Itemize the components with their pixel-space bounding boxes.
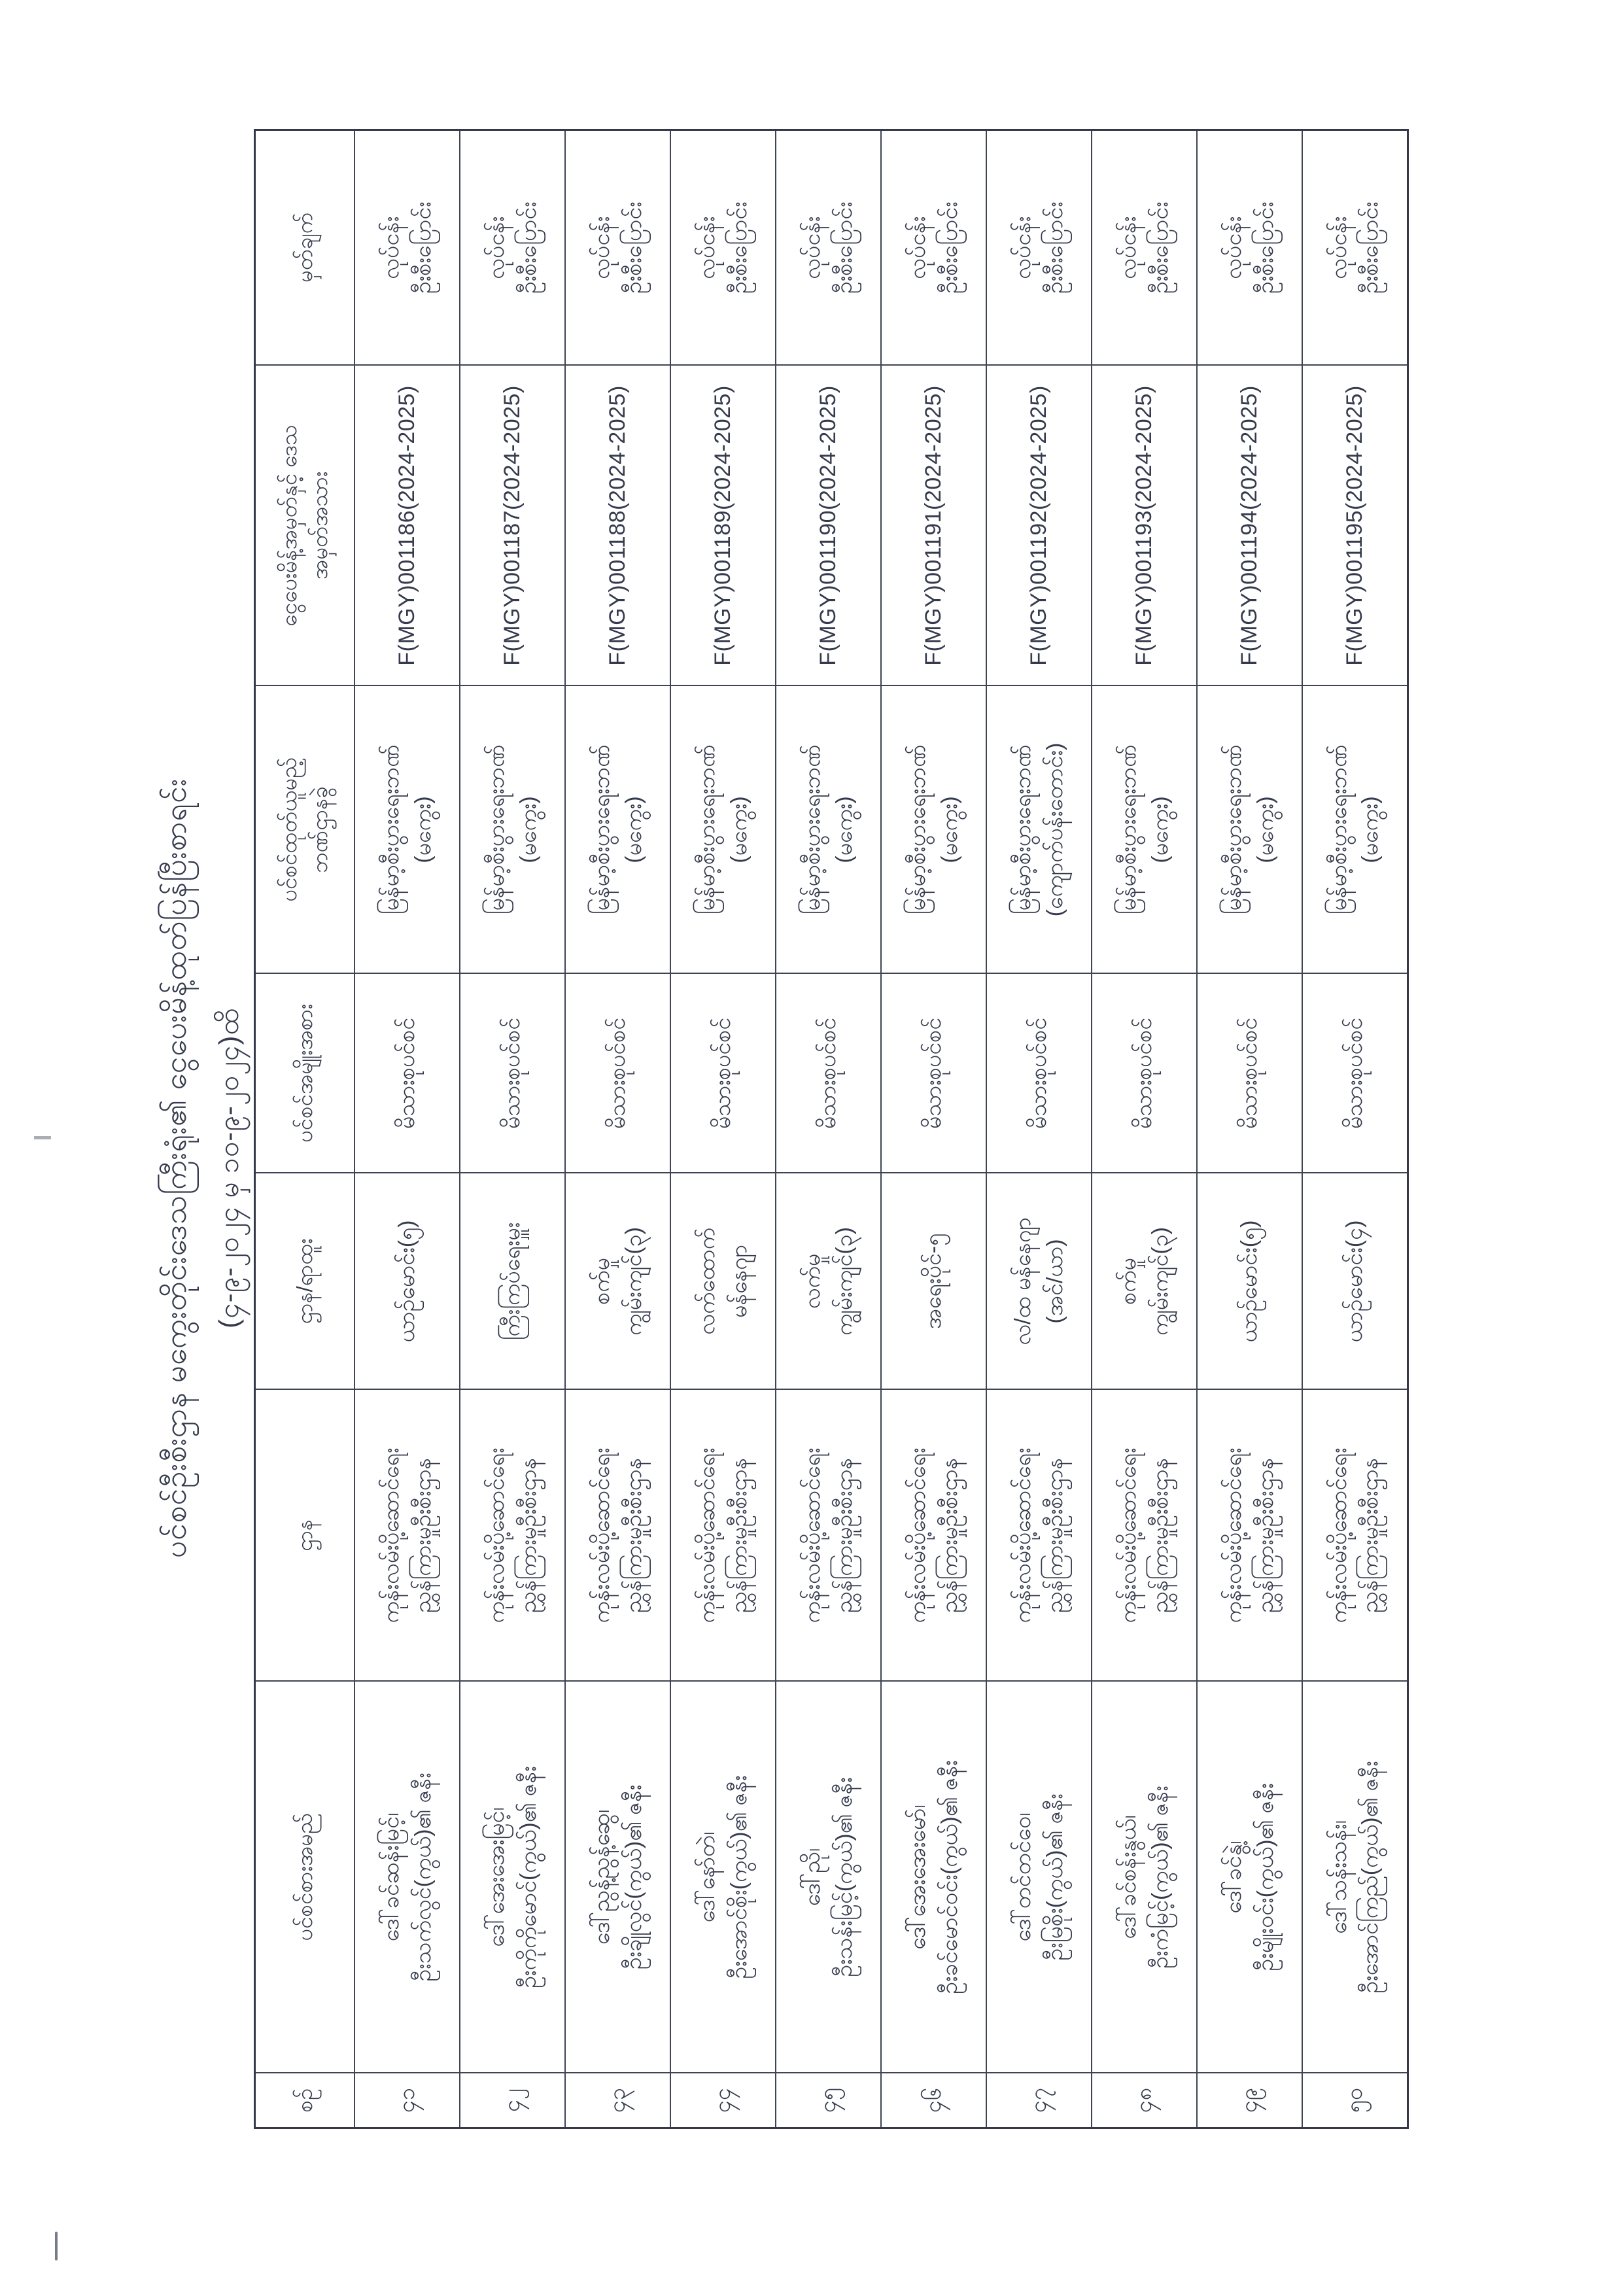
- position-line1: ယာဉ်မောင်း(၅): [394, 1220, 420, 1343]
- cell-bank-branch: [776, 686, 881, 974]
- cell-pensioner-name: [1302, 1682, 1408, 2073]
- remark-line2: ဦးစီးပြောင်း: [831, 201, 857, 294]
- cell-pensioner-name: [776, 1682, 881, 2073]
- pensioner-name-line2: ဦးခင်မောင်ဝင်း(ကွယ်)၏ ဇနီး: [937, 1760, 962, 1994]
- cell-payment-order-number: F(MGY)001193(2024-2025): [1092, 366, 1197, 686]
- pensioner-name-line1: ဒေါ်သန်းသန်း၊: [1326, 1820, 1351, 1934]
- pensioner-name-line2: ဦးမြစိုး(ကွယ်)၏ ဇနီး: [1042, 1793, 1067, 1961]
- header-pensioner-name: ပင်စင်စားအမည်: [255, 1682, 355, 2073]
- cell-position: [986, 1173, 1092, 1390]
- cell-serial: ၅၀: [1302, 2073, 1408, 2128]
- table-row: [1197, 130, 1302, 2128]
- bank-line1: မြန်မာ့စီးပွားရေးဘဏ်: [484, 744, 510, 915]
- bank-line1: မြန်မာ့စီးပွားရေးဘဏ်: [1326, 744, 1351, 915]
- position-line1: ယာဉ်မောင်း(၄): [1342, 1220, 1368, 1343]
- position-line1: အရေးပိုင်-၅: [921, 1233, 946, 1330]
- cell-department: [1092, 1390, 1197, 1682]
- cell-serial: ၄၆: [881, 2073, 986, 2128]
- table-row: [776, 130, 881, 2128]
- remark-line1: လုပ်ငန်း: [695, 216, 720, 279]
- bank-line2: (မကွေး): [621, 796, 646, 863]
- cell-payment-order-number: F(MGY)001194(2024-2025): [1197, 366, 1302, 686]
- department-line1: ကုန်းလမ်းပို့ဆောင်ရေး: [379, 1447, 404, 1623]
- remark-line1: လုပ်ငန်း: [1116, 216, 1141, 279]
- header-pension-type: ပင်စင်အမျိုးအစား: [255, 974, 355, 1173]
- cell-pension-type: မိသားစုပင်စင်: [460, 974, 565, 1173]
- remark-line2: ဦးစီးပြောင်း: [1147, 201, 1173, 294]
- cell-pension-type: မိသားစုပင်စင်: [1092, 974, 1197, 1173]
- pensioner-name-line2: ဦးကိုကိုမောင်(ကွယ်)၏ ဇနီး: [515, 1766, 541, 1988]
- table-row: [460, 130, 565, 2128]
- remark-line1: လုပ်ငန်း: [1221, 216, 1247, 279]
- cell-payment-order-number: F(MGY)001189(2024-2025): [670, 366, 776, 686]
- remark-line2: ဦးစီးပြောင်း: [515, 201, 541, 294]
- cell-department: [881, 1390, 986, 1682]
- table-row: [986, 130, 1092, 2128]
- scan-artifact-mark: [34, 1136, 51, 1139]
- department-line2: ညွှန်ကြားမှုဦးစီးဌာန: [1147, 1457, 1173, 1614]
- remark-line2: ဦးစီးပြောင်း: [621, 201, 646, 294]
- bank-line2: (ကျောက်ပန်းတောင်း): [1042, 742, 1067, 917]
- header-bank-branch-line2: ဘဏ်ဌာနခွဲ: [307, 786, 332, 873]
- position-line1: လက်မှု: [800, 1253, 825, 1309]
- cell-pension-type: မိသားစုပင်စင်: [1197, 974, 1302, 1173]
- header-position: ဌာန/ရာထူး: [255, 1173, 355, 1390]
- remark-line2: ဦးစီးပြောင်း: [1253, 201, 1278, 294]
- department-line2: ညွှန်ကြားမှုဦးစီးဌာန: [1253, 1457, 1278, 1614]
- cell-position: [1197, 1173, 1302, 1390]
- pensioner-name-line1: ဒေါ်တင်တင်ဝေ၊: [1011, 1812, 1036, 1942]
- department-line1: ကုန်းလမ်းပို့ဆောင်ရေး: [484, 1447, 510, 1623]
- bank-line2: (မကွေး): [726, 796, 752, 863]
- cell-bank-branch: [670, 686, 776, 974]
- pensioner-name-line2: ဦးကံမြင့်(ကွယ်)၏ ဇနီး: [1147, 1786, 1173, 1969]
- remark-line2: ဦးစီးပြောင်း: [1042, 201, 1067, 294]
- bank-line2: (မကွေး): [831, 796, 857, 863]
- pensioner-name-line1: ဒေါ်နော်တဲ၊: [695, 1831, 720, 1923]
- remark-line1: လုပ်ငန်း: [1326, 216, 1351, 279]
- cell-department: [670, 1390, 776, 1682]
- cell-position: [670, 1173, 776, 1390]
- pensioner-name-line1: ဒေါ်ညို၊: [800, 1848, 825, 1907]
- department-line2: ညွှန်ကြားမှုဦးစီးဌာန: [410, 1457, 436, 1614]
- cell-pensioner-name: [354, 1682, 460, 2073]
- position-line2: မန်နေဂျာ: [726, 1245, 752, 1318]
- bank-line2: (မကွေး): [515, 796, 541, 863]
- position-line1: စက်မှု: [1116, 1258, 1141, 1305]
- cell-serial: ၄၂: [460, 2073, 565, 2128]
- cell-department: [354, 1390, 460, 1682]
- cell-remark: [354, 130, 460, 366]
- cell-position: [1092, 1173, 1197, 1390]
- cell-payment-order-number: F(MGY)001191(2024-2025): [881, 366, 986, 686]
- position-line2: ကျွမ်းကျင်(၃): [621, 1227, 646, 1336]
- department-line2: ညွှန်ကြားမှုဦးစီးဌာန: [1358, 1457, 1383, 1614]
- cell-department: [460, 1390, 565, 1682]
- cell-payment-order-number: F(MGY)001187(2024-2025): [460, 366, 565, 686]
- cell-position: [460, 1173, 565, 1390]
- bank-line1: မြန်မာ့စီးပွားရေးဘဏ်: [589, 744, 615, 915]
- remark-line1: လုပ်ငန်း: [800, 216, 825, 279]
- department-line1: ကုန်းလမ်းပို့ဆောင်ရေး: [1221, 1447, 1247, 1623]
- cell-payment-order-number: F(MGY)001195(2024-2025): [1302, 366, 1408, 686]
- cell-pensioner-name: [986, 1682, 1092, 2073]
- header-serial: စဉ်: [255, 2073, 355, 2128]
- cell-pensioner-name: [881, 1682, 986, 2073]
- cell-pension-type: မိသားစုပင်စင်: [565, 974, 670, 1173]
- position-line1: လက်ထောက်: [695, 1228, 720, 1335]
- bank-line1: မြန်မာ့စီးပွားရေးဘဏ်: [905, 744, 931, 915]
- cell-pension-type: မိသားစုပင်စင်: [1302, 974, 1408, 1173]
- bank-line1: မြန်မာ့စီးပွားရေးဘဏ်: [1116, 744, 1141, 915]
- cell-remark: [1197, 130, 1302, 366]
- cell-department: [565, 1390, 670, 1682]
- remark-line2: ဦးစီးပြောင်း: [937, 201, 962, 294]
- cell-position: [354, 1173, 460, 1390]
- bank-line2: (မကွေး): [410, 796, 436, 863]
- department-line1: ကုန်းလမ်းပို့ဆောင်ရေး: [1011, 1447, 1036, 1623]
- bank-line2: (မကွေး): [1253, 796, 1278, 863]
- cell-position: [1302, 1173, 1408, 1390]
- pensioner-name-line1: ဒေါ်ခင်စန်းနွယ်၊: [1116, 1815, 1141, 1939]
- department-line2: ညွှန်ကြားမှုဦးစီးဌာန: [726, 1457, 752, 1614]
- cell-pension-type: မိသားစုပင်စင်: [776, 974, 881, 1173]
- pension-payment-table: [254, 129, 1409, 2129]
- pensioner-name-line1: ဒေါ်အေးအေးမြင့်၊: [484, 1807, 510, 1947]
- position-line1: ယာဉ်မောင်း(၅): [1237, 1220, 1262, 1343]
- pensioner-name-line1: ဒေါ်ညွန့်ညွန့်ဆွေ၊: [589, 1809, 615, 1945]
- remark-line1: လုပ်ငန်း: [589, 216, 615, 279]
- pensioner-name-line1: ဒေါ်အေးအေးမော်၊: [905, 1805, 931, 1950]
- cell-pension-type: မိသားစုပင်စင်: [670, 974, 776, 1173]
- remark-line2: ဦးစီးပြောင်း: [1358, 201, 1383, 294]
- department-line1: ကုန်းလမ်းပို့ဆောင်ရေး: [589, 1447, 615, 1623]
- department-line2: ညွှန်ကြားမှုဦးစီးဌာန: [831, 1457, 857, 1614]
- pensioner-name-line1: ဒေါ်ခင်ဆန်းမြင့်၊: [379, 1812, 404, 1942]
- header-bank-branch: [255, 686, 355, 974]
- position-line1: လ/ထ မန်နေဂျာ: [1011, 1217, 1036, 1345]
- table-row: [670, 130, 776, 2128]
- position-line1: ကြီးကြပ်ရေးမှူး: [500, 1222, 525, 1341]
- cell-remark: [986, 130, 1092, 366]
- document-title: [157, 26, 252, 2284]
- pensioner-name-line2: ဦးသန်းမြင့်(ကွယ်)၏ ဇနီး: [831, 1777, 857, 1977]
- department-line1: ကုန်းလမ်းပို့ဆောင်ရေး: [1116, 1447, 1141, 1623]
- table-row: [1092, 130, 1197, 2128]
- header-remark: မှတ်ချက်: [255, 130, 355, 366]
- header-bank-branch-line1: ပင်စင်ထုတ်ယူမည့်: [277, 757, 302, 902]
- cell-pension-type: မိသားစုပင်စင်: [354, 974, 460, 1173]
- cell-bank-branch: [565, 686, 670, 974]
- remark-line1: လုပ်ငန်း: [905, 216, 931, 279]
- department-line1: ကုန်းလမ်းပို့ဆောင်ရေး: [905, 1447, 931, 1623]
- cell-serial: ၄၁: [354, 2073, 460, 2128]
- cell-pension-type: မိသားစုပင်စင်: [881, 974, 986, 1173]
- cell-payment-order-number: F(MGY)001192(2024-2025): [986, 366, 1092, 686]
- cell-department: [1197, 1390, 1302, 1682]
- department-line1: ကုန်းလမ်းပို့ဆောင်ရေး: [800, 1447, 825, 1623]
- cell-position: [881, 1173, 986, 1390]
- bank-line2: (မကွေး): [1147, 796, 1173, 863]
- bank-line1: မြန်မာ့စီးပွားရေးဘဏ်: [695, 744, 720, 915]
- cell-pension-type: မိသားစုပင်စင်: [986, 974, 1092, 1173]
- department-line2: ညွှန်ကြားမှုဦးစီးဌာန: [937, 1457, 962, 1614]
- cell-serial: ၄၃: [565, 2073, 670, 2128]
- department-line2: ညွှန်ကြားမှုဦးစီးဌာန: [621, 1457, 646, 1614]
- cell-department: [1302, 1390, 1408, 1682]
- cell-payment-order-number: F(MGY)001190(2024-2025): [776, 366, 881, 686]
- document-title-line1: ပင်စင်ဦးစီးဌာန မကွေးတိုင်းဒေသကြီးရုံး၏ ငွေပေးမိန့်ထုတ်ပြန်ပြီးစာရင်း: [158, 778, 192, 1559]
- remark-line1: လုပ်ငန်း: [1011, 216, 1036, 279]
- cell-bank-branch: [1302, 686, 1408, 974]
- cell-position: [776, 1173, 881, 1390]
- cell-pensioner-name: [1092, 1682, 1197, 2073]
- cell-serial: ၄၄: [670, 2073, 776, 2128]
- cell-serial: ၄၈: [1092, 2073, 1197, 2128]
- bank-line1: မြန်မာ့စီးပွားရေးဘဏ်: [1221, 744, 1247, 915]
- pensioner-name-line2: ဦးမျိုးဝင်း(ကွယ်)၏ ဇနီး: [1253, 1783, 1278, 1971]
- department-line1: ကုန်းလမ်းပို့ဆောင်ရေး: [695, 1447, 720, 1623]
- position-line2: ကျွမ်းကျင်(၃): [1147, 1227, 1173, 1336]
- pensioner-name-line2: ဦးချိုလွင်(ကွယ်)၏ ဇနီး: [621, 1784, 646, 1970]
- cell-department: [986, 1390, 1092, 1682]
- cell-remark: [1092, 130, 1197, 366]
- cell-payment-order-number: F(MGY)001188(2024-2025): [565, 366, 670, 686]
- pensioner-name-line2: ဦးအောင်ကြည်(ကွယ်)၏ ဇနီး: [1358, 1761, 1383, 1994]
- header-payment-order-number: ငွေပေးမိန့်အမှတ်နှင့် ဒေသအမှတ်အသား: [255, 366, 355, 686]
- position-line1: စက်မှု: [589, 1258, 615, 1305]
- position-line2: (အင်/ယာ): [1042, 1239, 1067, 1324]
- table-row: [1302, 130, 1408, 2128]
- cell-serial: ၄၉: [1197, 2073, 1302, 2128]
- header-department: ဌာန: [255, 1390, 355, 1682]
- cell-pensioner-name: [670, 1682, 776, 2073]
- bank-line2: (မကွေး): [1358, 796, 1383, 863]
- department-line2: ညွှန်ကြားမှုဦးစီးဌာန: [515, 1457, 541, 1614]
- cell-remark: [460, 130, 565, 366]
- document-title-line2: (၄-၉-၂၀၂၄ မှ ၁၀-၉-၂၀၂၄)ထိ: [213, 1008, 244, 1329]
- table-row: [354, 130, 460, 2128]
- table-row: [881, 130, 986, 2128]
- remark-line2: ဦးစီးပြောင်း: [726, 201, 752, 294]
- cell-remark: [565, 130, 670, 366]
- department-line1: ကုန်းလမ်းပို့ဆောင်ရေး: [1326, 1447, 1351, 1623]
- scan-artifact-mark: [55, 2232, 58, 2260]
- cell-remark: [776, 130, 881, 366]
- bank-line2: (မကွေး): [937, 796, 962, 863]
- cell-department: [776, 1390, 881, 1682]
- cell-remark: [670, 130, 776, 366]
- position-line2: ကျွမ်းကျင်(၃): [831, 1227, 857, 1336]
- cell-pensioner-name: [1197, 1682, 1302, 2073]
- pensioner-name-line2: ဦးသက်လွင်(ကွယ်)၏ ဇနီး: [410, 1773, 436, 1982]
- bank-line1: မြန်မာ့စီးပွားရေးဘဏ်: [1011, 744, 1036, 915]
- remark-line1: လုပ်ငန်း: [484, 216, 510, 279]
- cell-pensioner-name: [565, 1682, 670, 2073]
- cell-remark: [881, 130, 986, 366]
- cell-remark: [1302, 130, 1408, 366]
- bank-line1: မြန်မာ့စီးပွားရေးဘဏ်: [800, 744, 825, 915]
- table-header-row: [255, 130, 355, 2128]
- cell-bank-branch: [460, 686, 565, 974]
- pensioner-name-line1: ဒေါ်ခင်နွဲ့၊: [1221, 1841, 1247, 1914]
- cell-payment-order-number: F(MGY)001186(2024-2025): [354, 366, 460, 686]
- remark-line1: လုပ်ငန်း: [379, 216, 404, 279]
- department-line2: ညွှန်ကြားမှုဦးစီးဌာန: [1042, 1457, 1067, 1614]
- pensioner-name-line2: ဦးအောင်စိုး(ကွယ်)၏ ဇနီး: [726, 1775, 752, 1979]
- cell-serial: ၄၇: [986, 2073, 1092, 2128]
- cell-serial: ၄၅: [776, 2073, 881, 2128]
- cell-bank-branch: [1092, 686, 1197, 974]
- remark-line2: ဦးစီးပြောင်း: [410, 201, 436, 294]
- bank-line1: မြန်မာ့စီးပွားရေးဘဏ်: [379, 744, 404, 915]
- cell-pensioner-name: [460, 1682, 565, 2073]
- cell-bank-branch: [986, 686, 1092, 974]
- cell-bank-branch: [1197, 686, 1302, 974]
- cell-bank-branch: [354, 686, 460, 974]
- table-row: [565, 130, 670, 2128]
- cell-position: [565, 1173, 670, 1390]
- cell-bank-branch: [881, 686, 986, 974]
